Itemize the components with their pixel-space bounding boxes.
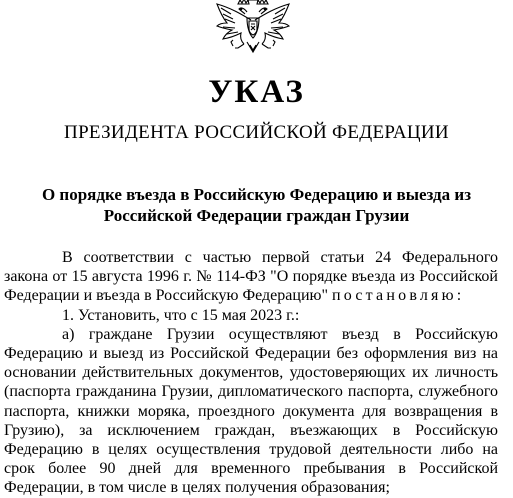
paragraph-subclause-a: а) граждане Грузии осуществляют въезд в Российскую Федерацию и выезд из Российской Федерации без оформления виз на основании действительных документов, удостоверяющих их личность (паспорта гражданина Грузии, дипломатического паспорта, служебного паспорта, книжки моряка, проездного документа для возвращения в Грузию), за исключением граждан, въезжающих в Российскую Федерацию в целях осуществления трудовой деятельности либо на срок более 90 дней для временного пребывания в Российской Федерации, в том числе в целях получения образования; bbox=[4, 325, 498, 497]
paragraph-clause-1: 1. Установить, что с 15 мая 2023 г.: bbox=[62, 306, 300, 324]
coat-of-arms-icon bbox=[211, 0, 295, 56]
paragraph-preamble bbox=[4, 248, 498, 306]
heading-line-1: О порядке въезда в Российскую Федерацию и выезда из bbox=[41, 185, 472, 204]
document-subtitle: ПРЕЗИДЕНТА РОССИЙСКОЙ ФЕДЕРАЦИИ bbox=[64, 122, 449, 143]
preamble-text: В соответствии с частью первой статьи 24 Федерального закона от 15 августа 1996 г. № 114-ФЗ "О порядке въезда из Российской Федерации и въезда в Российскую Федерацию" bbox=[4, 249, 498, 305]
decree-keyword: постановляю: bbox=[332, 287, 465, 305]
heading-line-2: Российской Федерации граждан Грузии bbox=[103, 206, 410, 225]
document-body bbox=[4, 248, 498, 498]
document-title: УКАЗ bbox=[208, 74, 305, 110]
document-heading bbox=[40, 184, 473, 226]
